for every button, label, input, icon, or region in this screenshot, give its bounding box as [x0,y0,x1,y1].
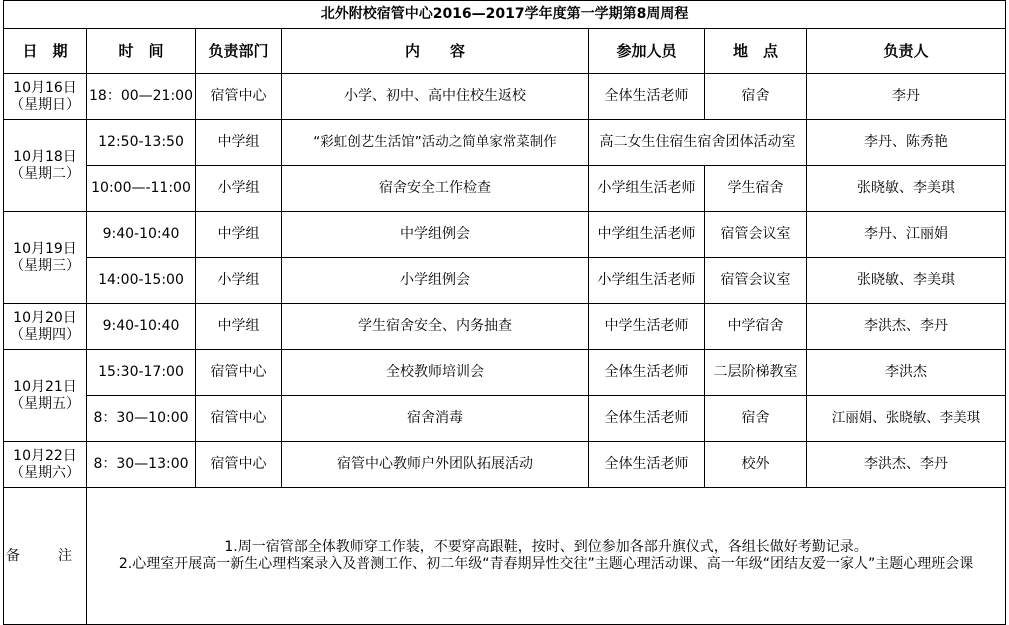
participants-cell: 小学组生活老师 [589,258,705,304]
table-row [4,442,1006,488]
note-line-2: 2.心理室开展高一新生心理档案录入及普测工作、初二年级“青春期异性交往”主题心理活动课、高一年级“团结友爱一家人”主题心理班会课 [118,556,974,572]
location-cell: 中学宿舍 [705,304,807,350]
table-row [4,212,1006,258]
date-cell [4,442,87,488]
participants-cell: 中学生活老师 [589,304,705,350]
content-cell: 学生宿舍安全、内务抽查 [282,304,589,350]
participants-cell: 全体生活老师 [589,442,705,488]
location-cell: 校外 [705,442,807,488]
participants-text: 高二女生住宿生 [599,134,698,150]
weekday-label: （星期三） [10,257,80,274]
header-participants: 参加人员 [589,29,705,74]
date-cell [4,350,87,442]
owner-cell: 李丹、江丽娟 [807,212,1006,258]
dept-cell: 小学组 [196,258,282,304]
time-cell: 9:40-10:40 [87,212,196,258]
time-cell: 10:00—-11:00 [87,166,196,212]
header-date: 日 期 [4,29,87,74]
header-dept: 负责部门 [196,29,282,74]
participants-cell: 中学组生活老师 [589,212,705,258]
notes-cell [87,488,1006,625]
owner-cell: 江丽娟、张晓敏、李美琪 [807,396,1006,442]
content-cell: 小学、初中、高中住校生返校 [282,74,589,120]
table-row [4,304,1006,350]
notes-label: 备 注 [4,488,87,625]
location-cell: 宿舍 [705,396,807,442]
header-row [4,29,1006,74]
date-label: 10月16日 [13,79,77,96]
table-row [4,396,1006,442]
time-cell: 8：30—10:00 [87,396,196,442]
weekday-label: （星期二） [10,165,80,182]
dept-cell: 中学组 [196,120,282,166]
date-label: 10月18日 [13,148,77,165]
time-cell: 8：30—13:00 [87,442,196,488]
header-content: 内 容 [282,29,589,74]
date-cell [4,212,87,304]
dept-cell: 中学组 [196,304,282,350]
table-row [4,74,1006,120]
date-label: 10月20日 [13,309,77,326]
participants-location-cell [589,120,807,166]
owner-cell: 张晓敏、李美琪 [807,258,1006,304]
owner-cell: 张晓敏、李美琪 [807,166,1006,212]
location-cell: 宿舍 [705,74,807,120]
owner-cell: 李洪杰 [807,350,1006,396]
time-cell: 9:40-10:40 [87,304,196,350]
participants-cell: 全体生活老师 [589,396,705,442]
table-row [4,166,1006,212]
note-line-1: 1.周一宿管部全体教师穿工作装，不要穿高跟鞋，按时、到位参加各部升旗仪式，各组长做好考勤记录。 [224,539,868,555]
weekday-label: （星期四） [10,326,80,343]
location-cell: 二层阶梯教室 [705,350,807,396]
owner-cell: 李洪杰、李丹 [807,442,1006,488]
time-cell: 12:50-13:50 [87,120,196,166]
date-label: 10月21日 [13,378,77,395]
header-location: 地 点 [705,29,807,74]
date-cell [4,120,87,212]
owner-cell: 李洪杰、李丹 [807,304,1006,350]
dept-cell: 宿管中心 [196,396,282,442]
schedule-table [3,0,1006,625]
dept-cell: 宿管中心 [196,74,282,120]
dept-cell: 小学组 [196,166,282,212]
page-title: 北外附校宿管中心2016—2017学年度第一学期第8周周程 [4,1,1006,29]
content-cell: 中学组例会 [282,212,589,258]
location-cell: 宿管会议室 [705,258,807,304]
participants-cell: 全体生活老师 [589,350,705,396]
time-cell: 18：00—21:00 [87,74,196,120]
header-owner: 负责人 [807,29,1006,74]
table-row [4,120,1006,166]
time-cell: 14:00-15:00 [87,258,196,304]
date-cell [4,304,87,350]
content-cell: 小学组例会 [282,258,589,304]
dept-cell: 宿管中心 [196,442,282,488]
participants-cell: 全体生活老师 [589,74,705,120]
table-row [4,350,1006,396]
table-row [4,258,1006,304]
content-cell: 宿管中心教师户外团队拓展活动 [282,442,589,488]
owner-cell: 李丹、陈秀艳 [807,120,1006,166]
content-cell: 全校教师培训会 [282,350,589,396]
weekday-label: （星期日） [10,96,80,113]
dept-cell: 中学组 [196,212,282,258]
content-cell: 宿舍安全工作检查 [282,166,589,212]
time-cell: 15:30-17:00 [87,350,196,396]
owner-cell: 李丹 [807,74,1006,120]
location-cell: 学生宿舍 [705,166,807,212]
date-cell [4,74,87,120]
content-cell: 宿舍消毒 [282,396,589,442]
date-label: 10月19日 [13,240,77,257]
header-time: 时 间 [87,29,196,74]
location-cell: 宿管会议室 [705,212,807,258]
date-label: 10月22日 [13,447,77,464]
weekday-label: （星期六） [10,464,80,481]
participants-cell: 小学组生活老师 [589,166,705,212]
content-cell: “彩虹创艺生活馆”活动之简单家常菜制作 [282,120,589,166]
dept-cell: 宿管中心 [196,350,282,396]
location-text: 宿舍团体活动室 [697,134,796,150]
notes-row [4,488,1006,625]
weekday-label: （星期五） [10,395,80,412]
